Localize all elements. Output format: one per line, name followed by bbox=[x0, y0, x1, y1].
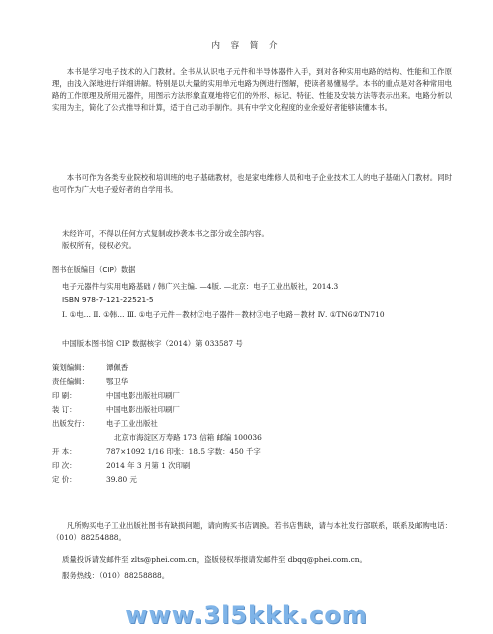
meta-label: 装 订： bbox=[52, 405, 77, 414]
copyright-line-2: 版权所有，侵权必究。 bbox=[62, 240, 136, 250]
meta-row-editor bbox=[52, 362, 128, 374]
meta-row-publisher bbox=[52, 418, 158, 430]
intro-paragraph-1: 本书是学习电子技术的入门教材。全书从认识电子元件和半导体器件入手，到对各种实用电路的结构、性能和工作原理，由浅入深地进行详细讲解。特别是以大量的实用单元电路为例进行图解，使读者易懂易学。本书的重点是对各种常用电路的工作原理及所用元器件，用图示方法形象直观地将它们的外形、标记、特征、性能及安装方法等表示出来。电路分析以实用为主，简化了公式推导和计算，适于自己动手制作。具有中学文化程度的业余爱好者能够读懂本书。 bbox=[52, 67, 452, 112]
meta-label: 定 价： bbox=[52, 475, 77, 484]
meta-value: 中国电影出版社印刷厂 bbox=[106, 391, 180, 400]
page-title: 内 容 简 介 bbox=[211, 41, 282, 51]
meta-value: 中国电影出版社印刷厂 bbox=[106, 405, 180, 414]
meta-row-edition bbox=[52, 460, 190, 472]
cip-number: 中国版本图书馆 CIP 数据核字（2014）第 033587 号 bbox=[62, 339, 243, 348]
meta-label: 出版发行： bbox=[52, 419, 89, 428]
meta-value: 787×1092 1/16 印张：18.5 字数：450 千字 bbox=[106, 447, 261, 456]
meta-label: 印 次： bbox=[52, 461, 77, 470]
meta-label: 策划编辑： bbox=[52, 363, 89, 372]
cip-heading: 图书在版编目（CIP）数据 bbox=[52, 265, 136, 274]
service-hotline: 服务热线：（010）88258888。 bbox=[62, 571, 170, 580]
meta-label: 责任编辑： bbox=[52, 377, 89, 386]
cip-isbn: ISBN 978-7-121-22521-5 bbox=[62, 295, 154, 304]
watermark-logo: www.3l5kkk.com bbox=[125, 601, 368, 629]
purchase-notice: 凡所购买电子工业出版社图书有缺损问题，请向购买书店调换。若书店售缺，请与本社发行部联系，联系及邮购电话：（010）88254888。 bbox=[52, 521, 452, 542]
copyright-notice bbox=[62, 228, 452, 252]
meta-row-bind bbox=[52, 404, 180, 416]
intro-paragraph-2: 本书可作为各类专业院校和培训班的电子基础教材，也是家电维修人员和电子企业技术工人的电子基础入门教材。同时也可作为广大电子爱好者的自学用书。 bbox=[52, 173, 452, 194]
meta-value: 鄂卫华 bbox=[106, 377, 129, 386]
meta-row-print bbox=[52, 390, 180, 402]
copyright-line-1: 未经许可，不得以任何方式复制或抄袭本书之部分或全部内容。 bbox=[62, 229, 269, 238]
meta-value: 北京市海淀区万寿路 173 信箱 邮编 100036 bbox=[114, 433, 262, 442]
meta-row-price bbox=[52, 474, 137, 486]
cip-title-line: 电子元器件与实用电路基础 / 韩广兴主编. —4版. —北京：电子工业出版社，2014.3 bbox=[62, 282, 339, 291]
meta-label: 开 本： bbox=[52, 447, 77, 456]
meta-row-address bbox=[114, 432, 262, 444]
meta-row-format bbox=[52, 446, 261, 458]
meta-value: 2014 年 3 月第 1 次印刷 bbox=[106, 461, 191, 470]
meta-row-resp-editor bbox=[52, 376, 128, 388]
meta-value: 电子工业出版社 bbox=[106, 419, 158, 428]
complaint-contact: 质量投诉请发邮件至 zlts@phei.com.cn，盗版侵权举报请发邮件至 dbqq@phei.com.cn。 bbox=[62, 555, 367, 564]
meta-value: 谭佩香 bbox=[106, 363, 129, 372]
meta-label: 印 刷： bbox=[52, 391, 77, 400]
meta-value: 39.80 元 bbox=[106, 475, 137, 484]
cip-classification: Ⅰ. ①电… Ⅱ. ①韩… Ⅲ. ①电子元件－教材②电子器件－教材③电子电路－教材 Ⅳ. ①TN6②TN710 bbox=[62, 310, 385, 319]
